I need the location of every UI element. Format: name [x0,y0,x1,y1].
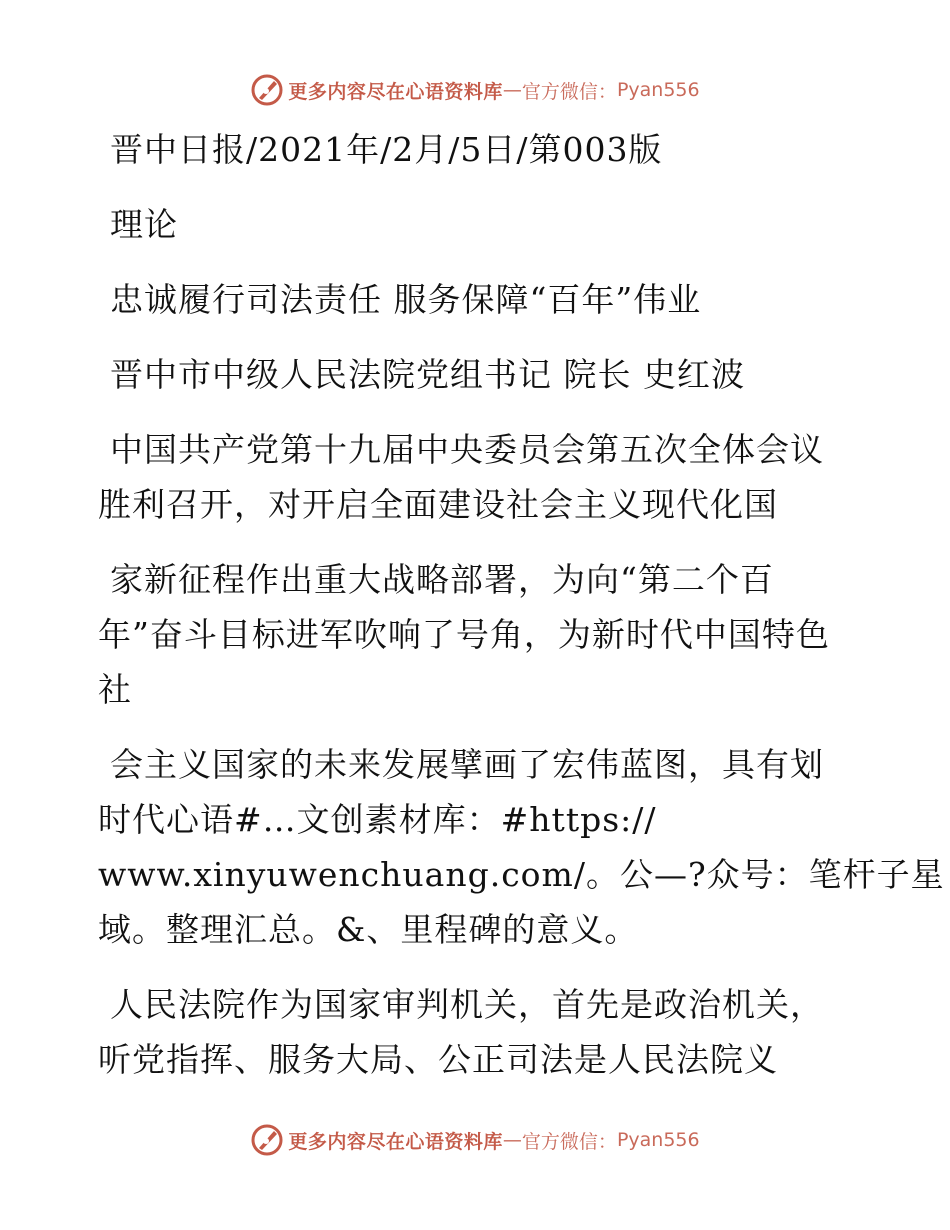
paragraph-line: 中国共产党第十九届中央委员会第五次全体会议 [110,430,824,469]
watermark-header [0,70,950,110]
watermark-sub-text: 官方微信： [521,1130,617,1153]
byline: 晋中日报/2021年/2月/5日/第003版 [110,130,663,169]
paragraph-line: www.xinyuwenchuang.com/。公—?众号：笔杆子星 [98,855,945,894]
paragraph-line: 年”奋斗目标进军吹响了号角，为新时代中国特色 [98,615,830,654]
section-label: 理论 [110,205,178,244]
watermark-sub-text: 官方微信： [521,80,617,103]
paragraph-line: 人民法院作为国家审判机关，首先是政治机关， [110,985,824,1024]
paragraph-line: 社 [98,670,132,709]
paragraph-4 [98,977,858,1087]
watermark-wechat-id: Pyan556 [616,1129,700,1151]
document-body [98,122,945,1087]
watermark-main-text: 更多内容尽在心语资料库 [288,1130,503,1153]
paragraph-2 [98,552,858,717]
headline: 忠诚履行司法责任 服务保障“百年”伟业 [110,280,702,319]
paragraph-line: 听党指挥、服务大局、公正司法是人民法院义 [98,1040,778,1079]
watermark-main-text: 更多内容尽在心语资料库 [288,80,503,103]
paragraph-line: 会主义国家的未来发展擘画了宏伟蓝图，具有划 [110,745,824,784]
paragraph-line: 域。整理汇总。&、里程碑的意义。 [98,910,639,949]
paragraph-line: 时代心语#…文创素材库：#https:// [98,800,657,839]
paragraph-3 [98,737,945,957]
watermark-dash: — [502,79,522,101]
watermark-dash: — [502,1129,522,1151]
watermark-wechat-id: Pyan556 [616,79,700,101]
watermark-footer [0,1120,950,1160]
paragraph-line: 家新征程作出重大战略部署，为向“第二个百 [110,560,774,599]
quill-logo-icon [250,1123,284,1157]
quill-logo-icon [250,73,284,107]
paragraph-line: 胜利召开，对开启全面建设社会主义现代化国 [98,485,778,524]
author-line: 晋中市中级人民法院党组书记 院长 史红波 [110,355,745,394]
paragraph-1 [98,422,858,532]
